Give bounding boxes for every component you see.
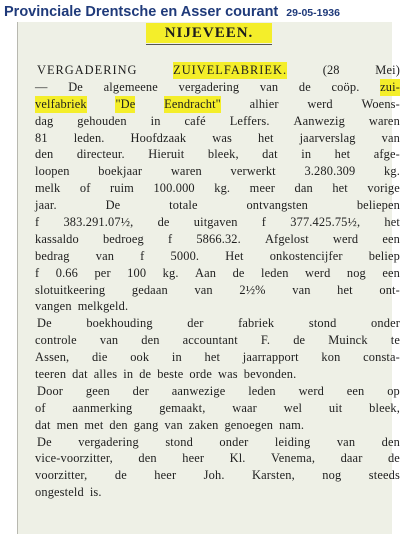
article-line xyxy=(35,282,400,299)
article-word: aanmerking xyxy=(72,400,133,415)
article-word: verwerkt xyxy=(230,164,276,179)
article-word: vergadering xyxy=(78,434,139,449)
article-word: bleek, xyxy=(207,147,239,162)
article-word: Venema, xyxy=(271,451,316,466)
article-word: heer xyxy=(182,451,205,466)
article-word: aanwezige xyxy=(171,383,226,398)
article-word: op xyxy=(387,383,400,398)
article-word: stond xyxy=(308,316,337,331)
article-word: wel xyxy=(283,400,303,415)
article-word: f xyxy=(261,215,267,230)
article-word: uitgaven xyxy=(193,215,238,230)
article-word: De xyxy=(37,316,52,331)
article-word: stond xyxy=(165,434,193,449)
article-line xyxy=(35,315,400,332)
article-word: jaarverslag xyxy=(299,130,356,145)
article-word: ruim xyxy=(109,181,134,196)
article-word: per xyxy=(94,265,111,280)
article-word: kon xyxy=(321,350,341,365)
article-word: controle xyxy=(35,333,77,348)
article-word: Kl. xyxy=(229,451,246,466)
article-word: gedaan xyxy=(131,282,168,297)
article-word: werd xyxy=(332,231,359,246)
article-word: afge- xyxy=(373,147,400,162)
article-word: 3.280.309 xyxy=(304,164,356,179)
article-word: werd xyxy=(298,383,324,398)
article-word: 0.66 xyxy=(55,265,79,280)
article-word: het xyxy=(384,215,400,230)
article-word: in xyxy=(301,147,312,162)
article-word: F. xyxy=(260,333,271,348)
article-word: van xyxy=(194,282,213,297)
article-word: 100.000 xyxy=(153,181,195,196)
article-word: nam. xyxy=(279,417,305,432)
article-word: leiding xyxy=(274,434,311,449)
article-line xyxy=(35,265,400,282)
article-word: werd xyxy=(307,96,333,111)
article-word: uit xyxy=(328,400,343,415)
article-word: men xyxy=(56,417,79,432)
article-word: Leffers. xyxy=(229,113,270,128)
article-word: De xyxy=(105,198,121,213)
article-body xyxy=(35,62,400,501)
article-word: van xyxy=(99,333,119,348)
article-line xyxy=(35,197,400,214)
article-word: of xyxy=(35,400,46,415)
article-word: coöp. xyxy=(331,79,360,94)
article-line xyxy=(35,400,400,417)
article-word: f xyxy=(140,248,145,263)
article-word: geen xyxy=(85,383,110,398)
article-word: gehouden xyxy=(77,113,127,128)
article-word: fabriek xyxy=(238,316,275,331)
article-line xyxy=(35,231,400,248)
article-word: algemeene xyxy=(103,79,158,94)
article-word: een xyxy=(382,265,400,280)
article-line xyxy=(35,467,400,484)
article-word: Mei) xyxy=(375,63,400,77)
article-word: nog xyxy=(346,265,366,280)
article-word: melk xyxy=(35,181,61,196)
article-word: de xyxy=(139,367,152,382)
highlighted-word: zui- xyxy=(380,79,400,94)
article-word: steeds xyxy=(368,468,400,483)
article-line xyxy=(35,146,400,163)
article-word: bedrag xyxy=(35,248,70,263)
article-word: consta- xyxy=(363,350,400,365)
publication-title: Provinciale Drentsche en Asser courant xyxy=(4,4,279,20)
article-word: der xyxy=(132,383,149,398)
article-line xyxy=(35,417,400,434)
article-word: den xyxy=(141,333,160,348)
article-word: Hoofdzaak xyxy=(130,130,187,145)
article-word: 383.291.07½, xyxy=(63,215,134,230)
article-word: den xyxy=(381,434,400,449)
article-word: werd xyxy=(305,265,331,280)
article-word: slotuitkeering xyxy=(35,282,106,297)
article-word: van xyxy=(164,417,183,432)
article-word: Het xyxy=(225,248,244,263)
article-word: Woens- xyxy=(361,96,400,111)
article-word: den xyxy=(138,451,157,466)
article-line xyxy=(35,113,400,130)
article-line xyxy=(35,214,400,231)
article-word: de xyxy=(298,79,311,94)
article-word: kg. xyxy=(384,164,400,179)
article-word: meer xyxy=(249,181,276,196)
article-word: daar xyxy=(340,451,363,466)
highlighted-word: ZUIVELFABRIEK. xyxy=(173,63,288,77)
article-word: een xyxy=(382,231,400,246)
article-word: melkgeld. xyxy=(77,299,129,314)
article-line xyxy=(35,163,400,180)
article-word: vergadering xyxy=(178,79,240,94)
article-word: het xyxy=(334,147,351,162)
article-word: zaken xyxy=(188,417,219,432)
article-word: alles xyxy=(93,367,118,382)
article-word: 5000. xyxy=(170,248,200,263)
article-word: boekhouding xyxy=(86,316,153,331)
article-line xyxy=(35,332,400,349)
article-word: in xyxy=(171,350,182,365)
article-word: leden. xyxy=(73,130,105,145)
article-word: waren xyxy=(170,164,202,179)
publication-date: 29-05-1936 xyxy=(286,7,340,19)
article-word: (28 xyxy=(322,63,340,77)
article-word: onder xyxy=(219,434,249,449)
article-word: dag xyxy=(35,113,54,128)
article-word: accountant xyxy=(182,333,238,348)
article-word: der xyxy=(187,316,204,331)
article-word: met xyxy=(84,417,104,432)
article-word: dat xyxy=(72,367,88,382)
article-word: is. xyxy=(89,485,102,500)
article-line xyxy=(35,180,400,197)
article-line xyxy=(35,79,400,96)
article-line xyxy=(35,484,400,501)
article-line xyxy=(35,96,400,113)
article-word: café xyxy=(184,113,206,128)
article-word: De xyxy=(37,434,52,449)
article-word: dan xyxy=(294,181,313,196)
highlighted-word: "De xyxy=(115,96,136,111)
article-line xyxy=(35,366,400,383)
article-word: heer xyxy=(154,468,177,483)
article-word: jaarrapport xyxy=(242,350,299,365)
article-word: 377.425.75½, xyxy=(290,215,361,230)
article-word: Muinck xyxy=(328,333,368,348)
section-heading: NIJEVEEN. xyxy=(146,23,272,43)
article-word: 81 xyxy=(35,130,48,145)
article-line xyxy=(35,450,400,467)
article-word: 5866.32. xyxy=(196,231,241,246)
article-word: de xyxy=(114,468,127,483)
article-word: vorige xyxy=(367,181,400,196)
article-word: De xyxy=(68,79,83,94)
article-line xyxy=(35,130,400,147)
article-word: of xyxy=(79,181,91,196)
article-word: beliep xyxy=(368,248,400,263)
article-word: jaar. xyxy=(35,198,57,213)
article-word: die xyxy=(91,350,108,365)
article-word: de xyxy=(157,215,170,230)
article-word: leden xyxy=(248,383,276,398)
clipping-header xyxy=(4,3,340,21)
article-word: Assen, xyxy=(35,350,70,365)
article-word: Joh. xyxy=(203,468,225,483)
article-word: VERGADERING xyxy=(37,63,138,77)
article-word: Hieruit xyxy=(148,147,185,162)
article-word: Karsten, xyxy=(252,468,295,483)
article-word: f xyxy=(35,215,40,230)
article-word: loopen xyxy=(35,164,70,179)
article-word: van xyxy=(95,248,115,263)
highlighted-word: velfabriek xyxy=(35,96,87,111)
article-word: ongesteld xyxy=(35,485,84,500)
article-word: totale xyxy=(169,198,198,213)
article-word: in xyxy=(123,367,134,382)
article-line xyxy=(35,298,400,315)
article-word: de xyxy=(293,333,306,348)
article-word: het xyxy=(204,350,221,365)
article-word: den xyxy=(109,417,128,432)
article-word: het xyxy=(258,130,274,145)
article-word: genoegen xyxy=(224,417,274,432)
article-word: van xyxy=(292,282,311,297)
article-word: Aan xyxy=(195,265,217,280)
article-line xyxy=(35,62,400,79)
article-word: bleek, xyxy=(369,400,400,415)
article-word: gang xyxy=(133,417,159,432)
article-word: leden xyxy=(261,265,289,280)
article-word: de xyxy=(232,265,245,280)
article-word: nog xyxy=(322,468,342,483)
article-word: — xyxy=(35,79,48,94)
article-word: alhier xyxy=(249,96,279,111)
article-word: van xyxy=(259,79,279,94)
article-word: boekjaar xyxy=(98,164,143,179)
article-word: orde xyxy=(189,367,213,382)
article-word: dat xyxy=(35,417,51,432)
article-word: directeur. xyxy=(76,147,125,162)
article-word: onkostencijfer xyxy=(269,248,343,263)
article-word: den xyxy=(35,147,54,162)
article-word: kg. xyxy=(162,265,179,280)
article-word: beliepen xyxy=(356,198,400,213)
article-word: waar xyxy=(232,400,257,415)
article-word: f xyxy=(35,265,40,280)
article-word: 100 xyxy=(127,265,147,280)
article-word: teeren xyxy=(35,367,67,382)
article-word: waren xyxy=(368,113,400,128)
article-word: bevonden. xyxy=(243,367,297,382)
article-word: Aanwezig xyxy=(293,113,345,128)
article-word: vangen xyxy=(35,299,72,314)
article-word: een xyxy=(346,383,365,398)
article-word: het xyxy=(332,181,348,196)
article-word: de xyxy=(387,451,400,466)
article-word: dat xyxy=(262,147,278,162)
article-word: het xyxy=(337,282,353,297)
article-word: ontvangsten xyxy=(246,198,308,213)
article-word: beste xyxy=(157,367,184,382)
article-line xyxy=(35,349,400,366)
article-word: kassaldo xyxy=(35,231,79,246)
article-word: in xyxy=(150,113,161,128)
article-line xyxy=(35,383,400,400)
heading-underline xyxy=(146,44,272,45)
article-word: 2½% xyxy=(239,282,266,297)
article-word: voorzitter, xyxy=(35,468,88,483)
article-word: onder xyxy=(371,316,400,331)
article-word: vice-voorzitter, xyxy=(35,451,113,466)
article-word: bedroeg xyxy=(102,231,144,246)
article-word: van xyxy=(336,434,356,449)
article-word: ont- xyxy=(379,282,400,297)
article-word: kg. xyxy=(214,181,231,196)
article-word: ook xyxy=(130,350,150,365)
article-line xyxy=(35,434,400,451)
article-word: Afgelost xyxy=(264,231,309,246)
article-word: gemaakt, xyxy=(159,400,206,415)
article-word: f xyxy=(167,231,173,246)
article-word: was xyxy=(218,367,238,382)
article-word: te xyxy=(390,333,400,348)
newspaper-clipping xyxy=(17,22,400,534)
article-line xyxy=(35,248,400,265)
article-word: van xyxy=(381,130,400,145)
article-word: Door xyxy=(37,383,64,398)
highlighted-word: Eendracht" xyxy=(164,96,221,111)
article-word: was xyxy=(212,130,232,145)
